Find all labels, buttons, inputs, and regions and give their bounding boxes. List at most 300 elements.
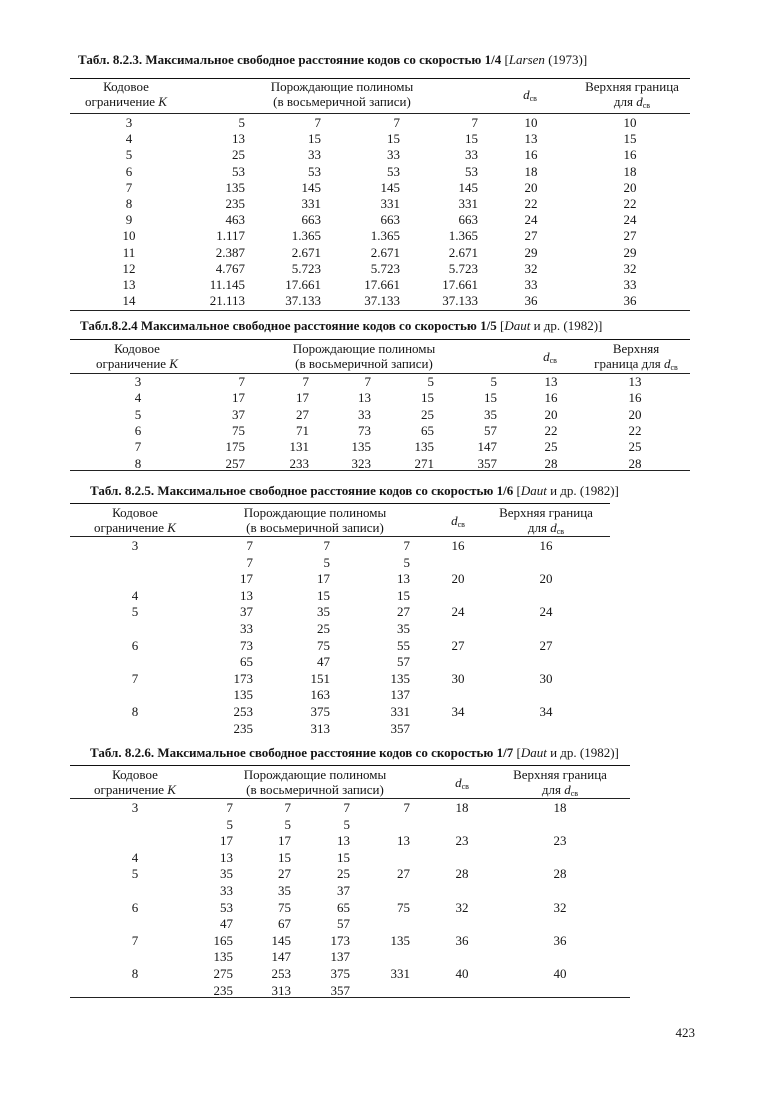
cell-generator-polynomial: 135 [414,439,434,455]
cell-generator-polynomial: 33 [220,883,233,898]
cell-generator-polynomial: 15 [308,131,321,147]
cell-upper-bound: 23 [553,833,567,849]
cell-generator-polynomial: 17.661 [442,277,478,292]
cell-generator-polynomial: 25 [421,406,434,422]
header-k-line2: ограничение K [94,520,176,535]
cell-generator-polynomial: 147 [477,439,497,455]
cell-constraint-length: 8 [131,704,139,719]
table-rule [70,310,690,311]
cell-constraint-length: 5 [134,406,142,422]
cell-generator-polynomial: 71 [296,422,309,438]
table-rule [70,339,690,340]
header-dfree [451,513,465,532]
cell-generator-polynomial: 15 [387,131,400,147]
cell-constraint-length: 9 [125,212,133,228]
cell-constraint-length: 11 [122,244,136,260]
cell-upper-bound: 10 [623,115,637,130]
cell-constraint-length: 13 [122,277,136,292]
caption-source: [Larsen (1973)] [504,52,588,67]
cell-generator-polynomial: 57 [484,422,497,438]
cell-generator-polynomial: 25 [337,866,350,882]
caption-author: Daut [504,318,531,333]
cell-generator-polynomial: 37.133 [285,293,321,309]
header-upper-bound-line1: Верхняя граница [585,79,679,94]
cell-generator-polynomial: 75 [232,422,245,438]
cell-upper-bound: 33 [623,277,637,292]
cell-dfree: 18 [455,800,469,815]
subscript-label: св [461,782,469,791]
header-dfree [543,349,557,368]
cell-generator-polynomial: 235 [225,196,245,211]
cell-dfree: 30 [451,670,465,686]
cell-dfree: 16 [524,147,538,163]
cell-dfree: 13 [524,131,538,147]
cell-generator-polynomial: 57 [337,916,350,932]
cell-generator-polynomial: 17 [232,390,245,406]
cell-dfree: 24 [524,212,538,228]
cell-upper-bound: 25 [628,439,642,455]
cell-constraint-length: 7 [131,670,139,686]
cell-upper-bound: 28 [628,455,642,471]
cell-generator-polynomial: 7 [471,115,478,130]
cell-upper-bound: 36 [623,293,637,309]
header-upper-bound-line1: Верхняя граница [513,767,607,782]
cell-generator-polynomial: 15 [421,390,434,406]
cell-dfree: 20 [544,406,558,422]
cell-generator-polynomial: 33 [240,621,253,636]
cell-generator-polynomial: 257 [225,455,245,471]
variable-symbol: d [636,94,643,109]
cell-generator-polynomial: 27 [397,604,410,620]
cell-constraint-length: 3 [134,374,142,389]
header-dfree [523,87,537,106]
cell-generator-polynomial: 253 [233,704,253,719]
cell-dfree: 36 [524,293,538,309]
cell-generator-polynomial: 67 [278,916,291,932]
cell-constraint-length: 4 [134,390,142,406]
table-caption: Табл. 8.2.6. Максимальное свободное расстояние кодов со скоростью 1/7 [Daut и др. (1982)] [90,745,619,760]
cell-upper-bound: 40 [553,966,567,981]
subscript-label: св [570,789,579,798]
cell-generator-polynomial: 33 [358,406,371,422]
cell-dfree: 33 [524,277,538,292]
cell-generator-polynomial: 331 [458,196,478,211]
header-upper-bound-line2: для $d_{св}$ [613,94,651,110]
cell-generator-polynomial: 35 [484,406,497,422]
cell-generator-polynomial: 73 [240,637,253,653]
cell-generator-polynomial: 13 [240,587,253,603]
cell-generator-polynomial: 17.661 [364,277,400,292]
cell-generator-polynomial: 35 [220,866,233,882]
cell-generator-polynomial: 135 [213,949,233,965]
cell-generator-polynomial: 253 [271,966,291,981]
header-k-line1: Кодовое [103,79,149,94]
subscript-label: св [670,363,678,372]
page-number: 423 [675,1025,695,1040]
variable-symbol: K [158,94,167,109]
cell-generator-polynomial: 145 [271,932,291,948]
cell-constraint-length: 4 [131,587,139,603]
cell-generator-polynomial: 53 [387,163,400,179]
cell-generator-polynomial: 17 [240,571,253,587]
cell-generator-polynomial: 137 [390,687,410,703]
cell-generator-polynomial: 53 [232,163,245,179]
header-k-line2: ограничение K [85,94,167,109]
cell-dfree: 16 [451,538,465,553]
cell-generator-polynomial: 1.365 [370,228,400,244]
table-caption: Табл. 8.2.3. Максимальное свободное расстояние кодов со скоростью 1/4 [Larsen (1973)] [78,52,588,67]
cell-generator-polynomial: 375 [330,966,350,981]
cell-generator-polynomial: 15 [465,131,478,147]
subscript-label: св [556,527,565,536]
cell-generator-polynomial: 275 [213,966,233,981]
cell-generator-polynomial: 5 [403,554,410,570]
cell-upper-bound: 28 [553,866,567,882]
cell-generator-polynomial: 21.113 [209,293,245,309]
cell-constraint-length: 4 [131,849,139,865]
cell-dfree: 34 [451,704,465,719]
cell-generator-polynomial: 463 [225,212,245,228]
header-dfree [455,775,469,794]
cell-constraint-length: 14 [122,293,136,309]
cell-generator-polynomial: 135 [351,439,371,455]
cell-generator-polynomial: 17 [317,571,330,587]
subscript-label: св [457,520,465,529]
variable-symbol: d [664,356,671,371]
subscript-label: св [642,101,651,110]
cell-constraint-length: 7 [131,932,139,948]
cell-generator-polynomial: 147 [271,949,291,965]
cell-generator-polynomial: 7 [226,800,233,815]
cell-generator-polynomial: 7 [238,374,245,389]
cell-generator-polynomial: 137 [330,949,350,965]
cell-dfree: 16 [544,390,558,406]
header-k-line2: ограничение K [96,356,178,371]
cell-dfree: 29 [524,244,538,260]
variable-symbol: d [564,782,571,797]
subscript-label: св [549,356,557,365]
cell-generator-polynomial: 13 [358,390,371,406]
cell-generator-polynomial: 15 [484,390,497,406]
cell-generator-polynomial: 33 [465,147,478,163]
cell-generator-polynomial: 7 [284,800,291,815]
cell-generator-polynomial: 331 [301,196,321,211]
cell-constraint-length: 8 [125,196,133,211]
cell-generator-polynomial: 663 [458,212,478,228]
cell-dfree: 20 [524,179,538,195]
cell-generator-polynomial: 33 [387,147,400,163]
cell-generator-polynomial: 233 [289,455,309,471]
cell-upper-bound: 24 [623,212,637,228]
cell-generator-polynomial: 5.723 [370,260,400,276]
cell-generator-polynomial: 4.767 [215,260,245,276]
header-upper-bound-line2: для $d_{св}$ [527,520,565,536]
cell-generator-polynomial: 11.145 [209,277,245,292]
cell-upper-bound: 13 [628,374,642,389]
cell-dfree: 27 [524,228,538,244]
cell-generator-polynomial: 73 [358,422,371,438]
cell-generator-polynomial: 135 [390,932,410,948]
cell-generator-polynomial: 7 [246,554,253,570]
cell-upper-bound: 18 [553,800,567,815]
cell-generator-polynomial: 47 [220,916,233,932]
cell-generator-polynomial: 7 [246,538,253,553]
header-upper-bound-line1: Верхняя [612,341,660,356]
subscript-label: св [529,94,537,103]
cell-generator-polynomial: 375 [310,704,330,719]
cell-generator-polynomial: 27 [278,866,291,882]
cell-generator-polynomial: 151 [310,670,330,686]
cell-generator-polynomial: 331 [390,704,410,719]
cell-generator-polynomial: 175 [225,439,245,455]
variable-symbol: d [451,513,458,528]
cell-generator-polynomial: 173 [330,932,350,948]
cell-generator-polynomial: 17 [296,390,309,406]
cell-generator-polynomial: 5 [490,374,497,389]
cell-generator-polynomial: 37 [337,883,350,898]
header-polynomials-line2: (в восьмеричной записи) [295,356,433,371]
cell-generator-polynomial: 75 [317,637,330,653]
cell-generator-polynomial: 13 [397,571,410,587]
cell-generator-polynomial: 35 [317,604,330,620]
table-rule [70,470,690,471]
header-upper-bound-line1: Верхняя граница [499,505,593,520]
cell-dfree: 32 [455,899,469,915]
table-caption: Табл. 8.2.5. Максимальное свободное расстояние кодов со скоростью 1/6 [Daut и др. (1982)] [90,483,619,498]
header-upper-bound-line2: граница для $d_{св}$ [594,356,678,372]
cell-dfree: 23 [455,833,469,849]
cell-constraint-length: 4 [125,131,133,147]
header-k-line2: ограничение K [94,782,176,797]
cell-generator-polynomial: 7 [403,538,410,553]
cell-generator-polynomial: 5 [226,816,233,832]
cell-generator-polynomial: 135 [225,179,245,195]
cell-constraint-length: 6 [125,163,133,179]
cell-upper-bound: 29 [623,244,637,260]
cell-generator-polynomial: 7 [403,800,410,815]
header-upper-bound-line2: для $d_{св}$ [541,782,579,798]
caption-source: [Daut и др. (1982)] [499,318,603,333]
cell-generator-polynomial: 75 [397,899,410,915]
cell-dfree: 27 [451,637,465,653]
header-k-line1: Кодовое [112,767,158,782]
cell-generator-polynomial: 25 [317,621,330,636]
cell-upper-bound: 36 [553,932,567,948]
cell-constraint-length: 6 [131,637,139,653]
cell-upper-bound: 22 [628,422,642,438]
cell-generator-polynomial: 357 [390,720,410,736]
cell-generator-polynomial: 53 [220,899,233,915]
cell-dfree: 36 [455,932,469,948]
cell-generator-polynomial: 5 [323,554,330,570]
cell-generator-polynomial: 7 [323,538,330,553]
cell-generator-polynomial: 173 [233,670,253,686]
cell-generator-polynomial: 65 [421,422,434,438]
cell-generator-polynomial: 2.671 [370,244,400,260]
cell-constraint-length: 6 [134,422,142,438]
cell-constraint-length: 12 [122,260,136,276]
cell-constraint-length: 3 [125,115,133,130]
cell-generator-polynomial: 323 [351,455,371,471]
cell-generator-polynomial: 145 [458,179,478,195]
cell-upper-bound: 20 [628,406,642,422]
cell-constraint-length: 10 [122,228,136,244]
cell-generator-polynomial: 75 [278,899,291,915]
cell-constraint-length: 5 [131,604,139,620]
cell-generator-polynomial: 1.365 [448,228,478,244]
cell-generator-polynomial: 7 [314,115,321,130]
cell-generator-polynomial: 27 [296,406,309,422]
cell-generator-polynomial: 55 [397,637,410,653]
header-polynomials-line2: (в восьмеричной записи) [246,520,384,535]
variable-symbol: K [169,356,178,371]
cell-generator-polynomial: 2.387 [215,244,245,260]
cell-constraint-length: 5 [131,866,139,882]
cell-generator-polynomial: 5.723 [291,260,321,276]
cell-generator-polynomial: 13 [397,833,410,849]
cell-generator-polynomial: 5.723 [448,260,478,276]
cell-constraint-length: 8 [131,966,139,981]
cell-generator-polynomial: 37.133 [442,293,478,309]
cell-generator-polynomial: 7 [393,115,400,130]
cell-upper-bound: 22 [623,196,637,211]
caption-author: Larsen [508,52,545,67]
table-rule [70,503,610,504]
cell-upper-bound: 24 [539,604,553,620]
cell-generator-polynomial: 35 [397,621,410,636]
cell-generator-polynomial: 357 [330,982,350,998]
cell-generator-polynomial: 165 [213,932,233,948]
header-polynomials-line1: Порождающие полиномы [243,505,387,520]
cell-upper-bound: 16 [623,147,637,163]
caption-source: [Daut и др. (1982)] [516,483,619,498]
cell-generator-polynomial: 663 [380,212,400,228]
cell-generator-polynomial: 13 [220,849,233,865]
cell-generator-polynomial: 357 [477,455,497,471]
cell-generator-polynomial: 5 [343,816,350,832]
cell-upper-bound: 20 [539,571,553,587]
cell-generator-polynomial: 53 [465,163,478,179]
cell-generator-polynomial: 13 [337,833,350,849]
cell-generator-polynomial: 5 [284,816,291,832]
caption-author: Daut [520,483,547,498]
cell-constraint-length: 3 [131,800,139,815]
cell-generator-polynomial: 27 [397,866,410,882]
cell-generator-polynomial: 15 [278,849,291,865]
cell-dfree: 18 [524,163,538,179]
variable-symbol: d [455,775,462,790]
cell-upper-bound: 32 [553,899,567,915]
variable-symbol: d [543,349,550,364]
header-polynomials-line1: Порождающие полиномы [270,79,414,94]
cell-generator-polynomial: 2.671 [448,244,478,260]
cell-generator-polynomial: 1.117 [216,228,245,244]
cell-constraint-length: 6 [131,899,139,915]
cell-upper-bound: 20 [623,179,637,195]
cell-generator-polynomial: 145 [380,179,400,195]
caption-author: Daut [520,745,547,760]
cell-generator-polynomial: 7 [364,374,371,389]
cell-dfree: 40 [455,966,469,981]
cell-dfree: 22 [524,196,538,211]
cell-dfree: 25 [544,439,558,455]
cell-upper-bound: 32 [623,260,637,276]
header-k-line1: Кодовое [112,505,158,520]
cell-dfree: 24 [451,604,465,620]
header-polynomials-line2: (в восьмеричной записи) [273,94,411,109]
header-polynomials-line1: Порождающие полиномы [292,341,436,356]
cell-generator-polynomial: 17 [220,833,233,849]
cell-constraint-length: 3 [131,538,139,553]
cell-generator-polynomial: 135 [390,670,410,686]
cell-dfree: 32 [524,260,538,276]
cell-generator-polynomial: 271 [414,455,434,471]
cell-generator-polynomial: 235 [213,982,233,998]
cell-generator-polynomial: 57 [397,654,410,670]
cell-upper-bound: 27 [623,228,637,244]
cell-constraint-length: 8 [134,455,142,471]
cell-dfree: 22 [544,422,558,438]
cell-generator-polynomial: 53 [308,163,321,179]
cell-generator-polynomial: 5 [427,374,434,389]
cell-dfree: 20 [451,571,465,587]
cell-dfree: 28 [455,866,469,882]
cell-upper-bound: 34 [539,704,553,719]
cell-generator-polynomial: 163 [310,687,330,703]
cell-generator-polynomial: 15 [397,587,410,603]
cell-generator-polynomial: 17.661 [285,277,321,292]
cell-upper-bound: 16 [539,538,553,553]
cell-upper-bound: 15 [623,131,637,147]
variable-symbol: d [523,87,530,102]
cell-dfree: 10 [524,115,538,130]
cell-generator-polynomial: 331 [390,966,410,981]
cell-constraint-length: 7 [125,179,133,195]
cell-generator-polynomial: 235 [233,720,253,736]
table-caption: Табл.8.2.4 Максимальное свободное расстояние кодов со скоростью 1/5 [Daut и др. (1982)] [80,318,603,333]
cell-generator-polynomial: 47 [317,654,330,670]
cell-generator-polynomial: 5 [238,115,245,130]
cell-generator-polynomial: 37.133 [364,293,400,309]
cell-generator-polynomial: 7 [343,800,350,815]
variable-symbol: d [550,520,557,535]
cell-generator-polynomial: 15 [317,587,330,603]
caption-source: [Daut и др. (1982)] [516,745,619,760]
cell-generator-polynomial: 313 [310,720,330,736]
cell-generator-polynomial: 1.365 [291,228,321,244]
cell-generator-polynomial: 135 [233,687,253,703]
cell-dfree: 13 [544,374,558,389]
cell-generator-polynomial: 65 [337,899,350,915]
cell-generator-polynomial: 25 [232,147,245,163]
cell-dfree: 28 [544,455,558,471]
cell-generator-polynomial: 145 [301,179,321,195]
cell-generator-polynomial: 663 [301,212,321,228]
table-rule [70,765,630,766]
cell-generator-polynomial: 65 [240,654,253,670]
cell-generator-polynomial: 15 [337,849,350,865]
table-rule [70,113,690,114]
cell-upper-bound: 30 [539,670,553,686]
cell-generator-polynomial: 33 [308,147,321,163]
cell-generator-polynomial: 313 [271,982,291,998]
cell-constraint-length: 5 [125,147,133,163]
cell-generator-polynomial: 17 [278,833,291,849]
cell-generator-polynomial: 13 [232,131,245,147]
cell-generator-polynomial: 35 [278,883,291,898]
variable-symbol: K [167,520,176,535]
cell-generator-polynomial: 37 [240,604,253,620]
